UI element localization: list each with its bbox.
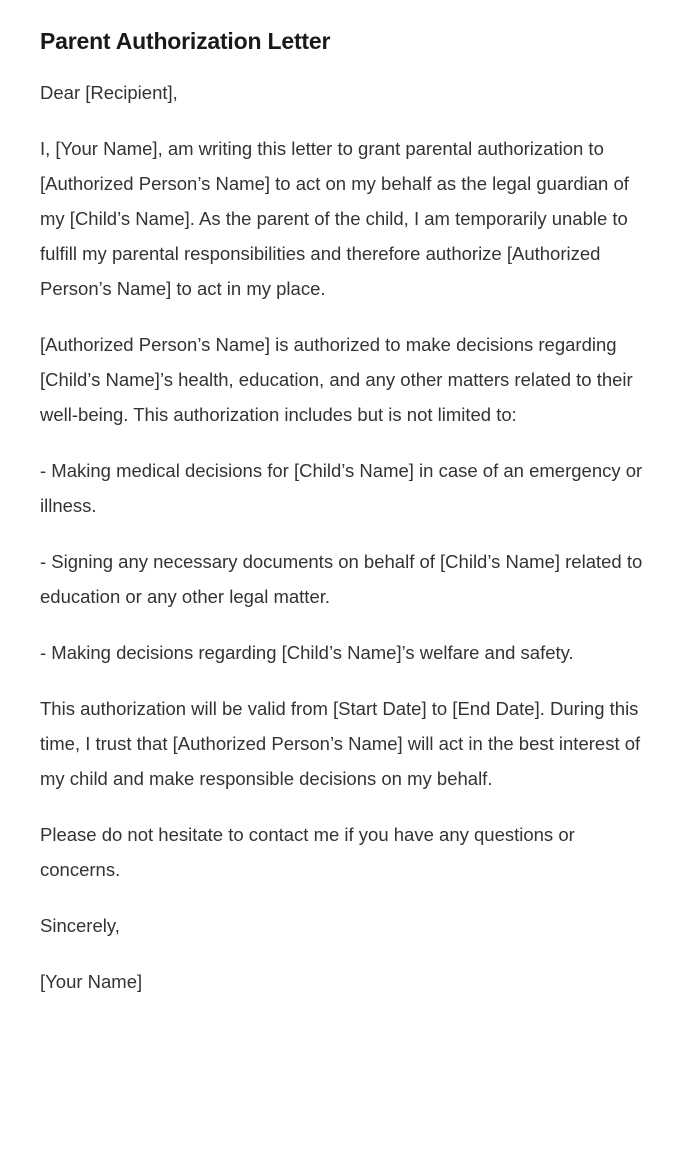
letter-body [40, 131, 654, 887]
signature-placeholder: [Your Name] [40, 971, 143, 992]
letter-paragraph: This authorization will be valid from [Start Date] to [End Date]. During this time, I trust that [Authorized Person’s Name] will act in the best interest of my child and make responsible decisions on my behalf. [40, 698, 641, 789]
letter-list-item: - Making decisions regarding [Child’s Name]’s welfare and safety. [40, 642, 574, 663]
letter-paragraph: Please do not hesitate to contact me if you have any questions or concerns. [40, 824, 575, 880]
letter-list-item: - Making medical decisions for [Child’s Name] in case of an emergency or illness. [40, 460, 643, 516]
page-title: Parent Authorization Letter [40, 28, 331, 54]
letter-salutation: Dear [Recipient], [40, 82, 178, 103]
letter-list-item: - Signing any necessary documents on behalf of [Child’s Name] related to education or any other legal matter. [40, 551, 643, 607]
letter-paragraph: [Authorized Person’s Name] is authorized to make decisions regarding [Child’s Name]’s health, education, and any other matters related to their well-being. This authorization includes but is not limited to: [40, 334, 633, 425]
letter-closing: Sincerely, [40, 915, 120, 936]
letter-paragraph: I, [Your Name], am writing this letter to grant parental authorization to [Authorized Person’s Name] to act on my behalf as the legal guardian of my [Child’s Name]. As the parent of the child, I am temporarily unable to fulfill my parental responsibilities and therefore authorize [Authorized Person’s Name] to act in my place. [40, 138, 629, 299]
